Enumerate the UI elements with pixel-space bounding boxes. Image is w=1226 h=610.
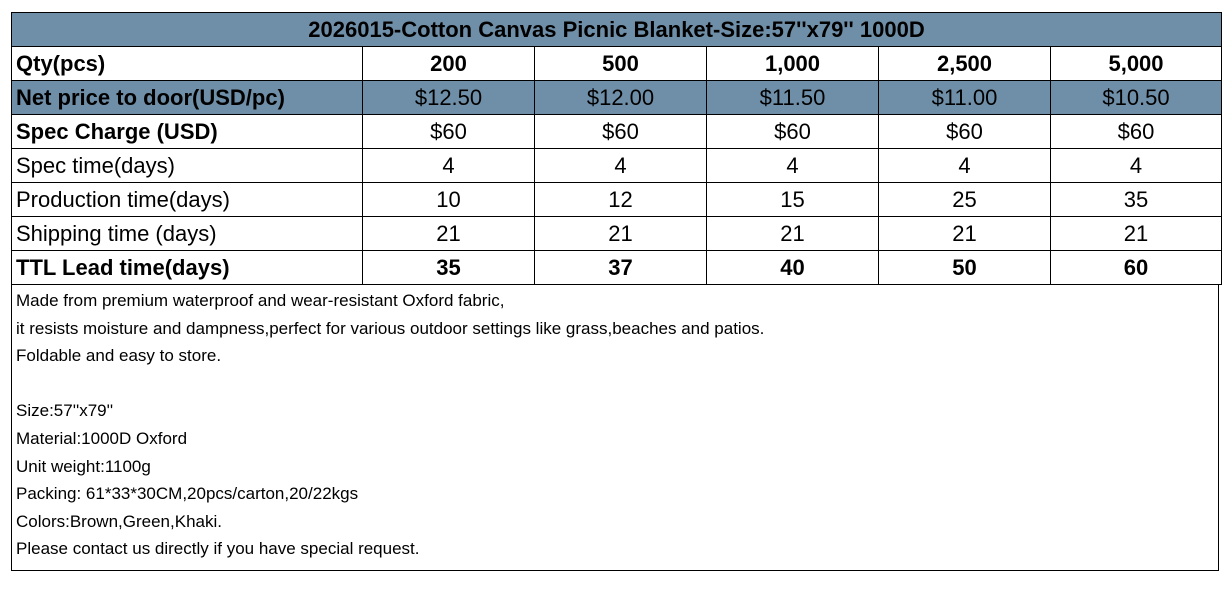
price-cell: $11.50 [707, 81, 879, 115]
note-blank-line [16, 370, 1218, 398]
note-line: Colors:Brown,Green,Khaki. [16, 511, 222, 531]
title-row [12, 13, 1222, 47]
quote-sheet [11, 12, 1221, 571]
product-notes [11, 285, 1219, 571]
ttl-lead-time-cell: 37 [535, 251, 707, 285]
price-cell: $11.00 [879, 81, 1051, 115]
note-line: Please contact us directly if you have special request. [16, 539, 420, 559]
qty-row [12, 47, 1222, 81]
ttl-lead-time-cell: 35 [363, 251, 535, 285]
production-time-cell: 12 [535, 183, 707, 217]
shipping-time-row [12, 217, 1222, 251]
note-line: Made from premium waterproof and wear-resistant Oxford fabric, [16, 291, 505, 310]
note-line: Material:1000D Oxford [16, 428, 188, 448]
spec-charge-cell: $60 [707, 115, 879, 149]
price-cell: $10.50 [1051, 81, 1222, 115]
table-title: 2026015-Cotton Canvas Picnic Blanket-Size:57''x79'' 1000D [12, 13, 1222, 47]
note-line: Unit weight:1100g [16, 456, 151, 476]
ttl-lead-time-cell: 60 [1051, 251, 1222, 285]
spec-charge-row [12, 115, 1222, 149]
production-time-cell: 35 [1051, 183, 1222, 217]
pricing-table [11, 12, 1222, 285]
ttl-lead-time-cell: 40 [707, 251, 879, 285]
spec-charge-cell: $60 [535, 115, 707, 149]
price-cell: $12.00 [535, 81, 707, 115]
spec-time-row [12, 149, 1222, 183]
note-line: Packing: 61*33*30CM,20pcs/carton,20/22kgs [16, 484, 359, 504]
production-time-cell: 10 [363, 183, 535, 217]
note-line: it resists moisture and dampness,perfect for various outdoor settings like grass,beaches and patios. [16, 318, 765, 338]
shipping-time-cell: 21 [879, 217, 1051, 251]
production-time-label: Production time(days) [12, 183, 363, 217]
qty-cell: 200 [363, 47, 535, 81]
price-cell: $12.50 [363, 81, 535, 115]
spec-time-cell: 4 [707, 149, 879, 183]
spec-time-cell: 4 [1051, 149, 1222, 183]
ttl-lead-time-label: TTL Lead time(days) [12, 251, 363, 285]
ttl-lead-time-row [12, 251, 1222, 285]
price-label: Net price to door(USD/pc) [12, 81, 363, 115]
price-row [12, 81, 1222, 115]
spec-charge-cell: $60 [363, 115, 535, 149]
shipping-time-cell: 21 [363, 217, 535, 251]
spec-time-cell: 4 [363, 149, 535, 183]
ttl-lead-time-cell: 50 [879, 251, 1051, 285]
spec-time-cell: 4 [535, 149, 707, 183]
spec-charge-cell: $60 [1051, 115, 1222, 149]
qty-cell: 5,000 [1051, 47, 1222, 81]
shipping-time-cell: 21 [535, 217, 707, 251]
production-time-cell: 25 [879, 183, 1051, 217]
note-line: Foldable and easy to store. [16, 346, 222, 366]
spec-charge-cell: $60 [879, 115, 1051, 149]
shipping-time-cell: 21 [1051, 217, 1222, 251]
note-line: Size:57''x79'' [16, 401, 114, 421]
production-time-row [12, 183, 1222, 217]
spec-time-cell: 4 [879, 149, 1051, 183]
production-time-cell: 15 [707, 183, 879, 217]
shipping-time-cell: 21 [707, 217, 879, 251]
spec-charge-label: Spec Charge (USD) [12, 115, 363, 149]
shipping-time-label: Shipping time (days) [12, 217, 363, 251]
qty-label: Qty(pcs) [12, 47, 363, 81]
qty-cell: 1,000 [707, 47, 879, 81]
qty-cell: 2,500 [879, 47, 1051, 81]
qty-cell: 500 [535, 47, 707, 81]
spec-time-label: Spec time(days) [12, 149, 363, 183]
